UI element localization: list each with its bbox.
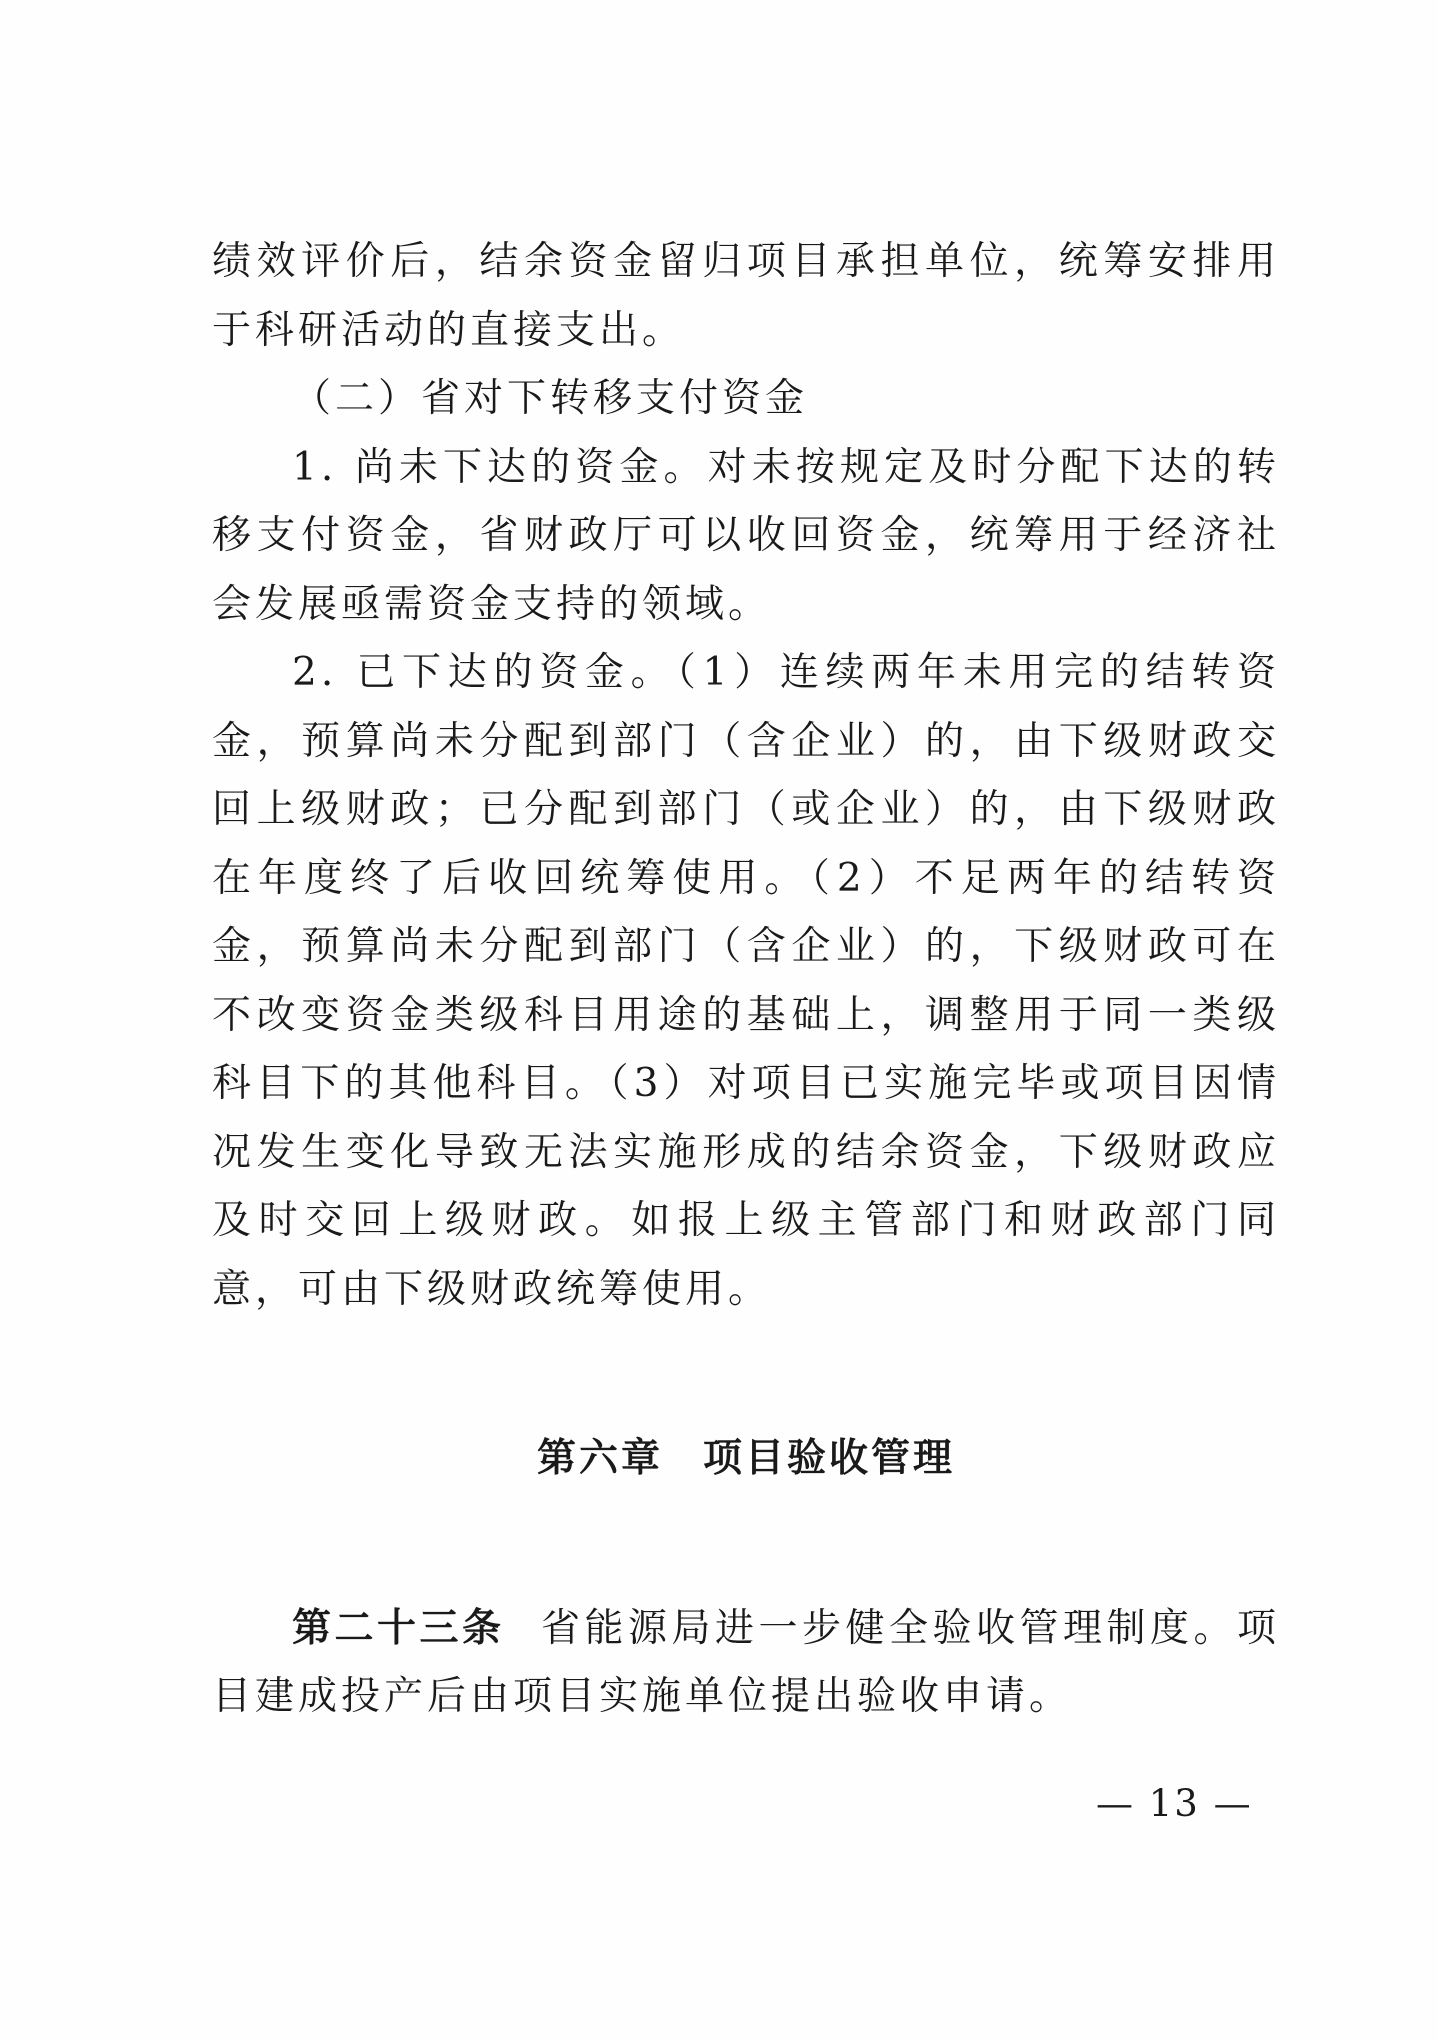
- article-23: [212, 1595, 1280, 1732]
- paragraph-distributed-funds: 2. 已下达的资金。（1）连续两年未用完的结转资金，预算尚未分配到部门（含企业）的，由下级财政交回上级财政；已分配到部门（或企业）的，由下级财政在年度终了后收回统筹使用。（2）不足两年的结转资金，预算尚未分配到部门（含企业）的，下级财政可在不改变资金类级科目用途的基础上，调整用于同一类级科目下的其他科目。（3）对项目已实施完毕或项目因情况发生变化导致无法实施形成的结余资金，下级财政应及时交回上级财政。如报上级主管部门和财政部门同意，可由下级财政统筹使用。: [212, 650, 1280, 1312]
- section-heading-transfer-payments: （二）省对下转移支付资金: [292, 376, 809, 421]
- page-number: — 13 —: [1096, 1782, 1253, 1825]
- body-text: [212, 228, 1280, 1732]
- paragraph-continuation: 绩效评价后，结余资金留归项目承担单位，统筹安排用于科研活动的直接支出。: [212, 239, 1280, 353]
- chapter-number: 第六章: [536, 1436, 663, 1481]
- chapter-heading: [212, 1425, 1280, 1494]
- chapter-title: 项目验收管理: [703, 1436, 956, 1481]
- article-text: 省能源局进一步健全验收管理制度。项目建成投产后由项目实施单位提出验收申请。: [212, 1605, 1280, 1719]
- paragraph-undistributed-funds: 1. 尚未下达的资金。对未按规定及时分配下达的转移支付资金，省财政厅可以收回资金，统筹用于经济社会发展亟需资金支持的领域。: [212, 444, 1280, 627]
- article-label: 第二十三条: [292, 1605, 505, 1651]
